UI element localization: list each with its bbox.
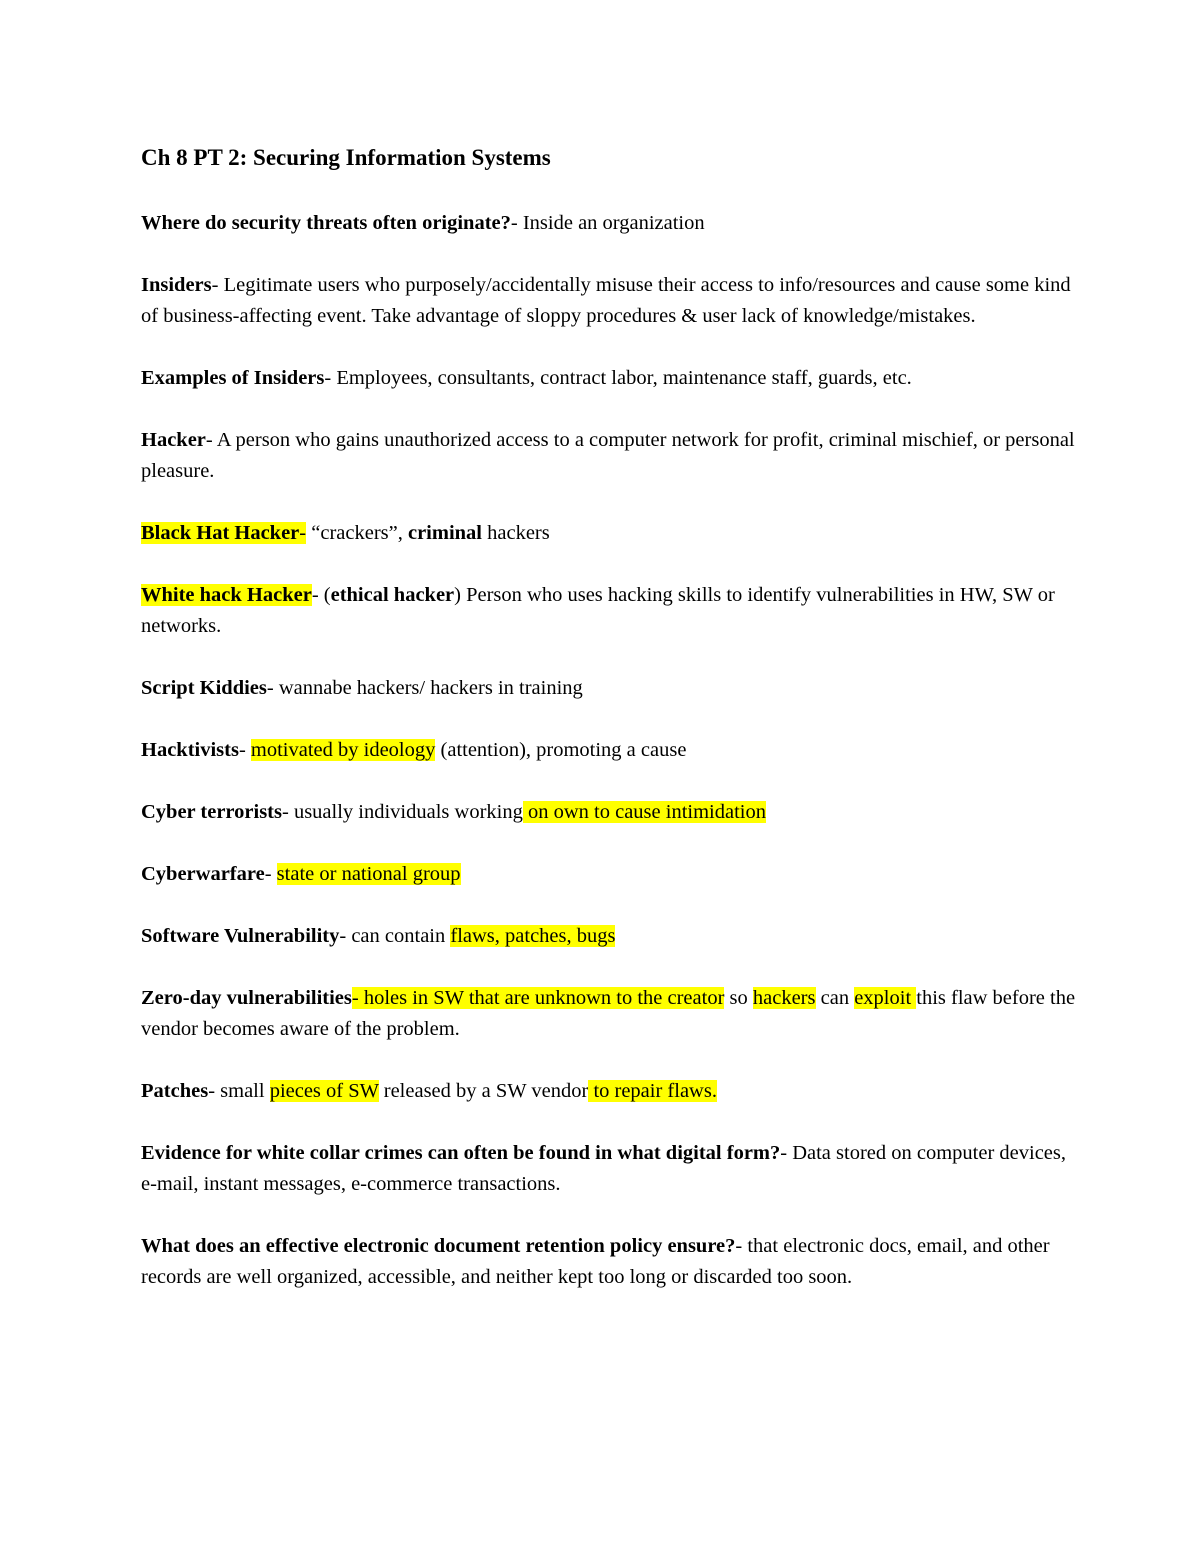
definition-text: this flaw before the vendor becomes aware of the problem.: [141, 987, 1076, 1040]
highlighted-text: exploit: [854, 987, 917, 1009]
paragraph-script-kiddies: [141, 673, 1081, 704]
term-label: Where do security threats often originate?: [141, 212, 511, 234]
paragraph-insiders: [141, 270, 1081, 332]
term-label: What does an effective electronic document retention policy ensure?: [141, 1235, 736, 1257]
term-label: White hack Hacker: [141, 584, 312, 606]
term-label: Zero-day vulnerabilities: [141, 987, 352, 1009]
definition-text: - that electronic docs, email, and other records are well organized, accessible, and neither kept too long or discarded too soon.: [141, 1235, 1050, 1288]
highlighted-text: motivated by ideology: [250, 739, 436, 761]
definition-text: released by a SW vendor: [378, 1080, 589, 1102]
term-label: Patches: [141, 1080, 209, 1102]
term-label: Script Kiddies: [141, 677, 267, 699]
page-title: Ch 8 PT 2: Securing Information Systems: [141, 145, 551, 170]
highlighted-text: to repair flaws.: [588, 1080, 717, 1102]
definition-text: - can contain: [339, 925, 451, 947]
term-label: Software Vulnerability: [141, 925, 340, 947]
definition-text: (attention), promoting a cause: [435, 739, 687, 761]
definition-text: hackers: [482, 522, 550, 544]
paragraph-hacker: [141, 425, 1081, 487]
definition-text: -: [264, 863, 277, 885]
bold-text: ethical hacker: [330, 584, 455, 606]
bold-text: criminal: [407, 522, 482, 544]
highlighted-text: flaws, patches, bugs: [450, 925, 616, 947]
definition-text: - A person who gains unauthorized access to a computer network for profit, criminal mischief, or personal pleasure.: [141, 429, 1075, 482]
definition-text: can: [815, 987, 855, 1009]
term-label: Hacktivists: [141, 739, 239, 761]
definition-text: - Inside an organization: [510, 212, 705, 234]
definition-text: “crackers”,: [306, 522, 408, 544]
document-page: [141, 140, 1081, 1324]
term-label: Evidence for white collar crimes can often be found in what digital form?: [141, 1142, 781, 1164]
paragraph-patches: [141, 1076, 1081, 1107]
paragraph-zero-day: [141, 983, 1081, 1045]
definition-text: - (: [311, 584, 331, 606]
definition-text: - small: [208, 1080, 270, 1102]
highlighted-text: - holes in SW that are unknown to the creator: [351, 987, 725, 1009]
highlighted-text: on own to cause intimidation: [522, 801, 766, 823]
highlighted-text: state or national group: [276, 863, 461, 885]
paragraph-examples-insiders: [141, 363, 1081, 394]
definition-text: - wannabe hackers/ hackers in training: [266, 677, 583, 699]
highlighted-text: pieces of SW: [269, 1080, 379, 1102]
highlighted-text: hackers: [752, 987, 816, 1009]
definition-text: - usually individuals working: [282, 801, 523, 823]
term-label: Examples of Insiders: [141, 367, 325, 389]
paragraph-cyberwarfare: [141, 859, 1081, 890]
definition-text: ) Person who uses hacking skills to identify vulnerabilities in HW, SW or networks.: [141, 584, 1055, 637]
term-label: Insiders: [141, 274, 212, 296]
term-label: Cyberwarfare: [141, 863, 265, 885]
paragraph-cyber-terrorists: [141, 797, 1081, 828]
paragraph-retention-policy: [141, 1231, 1081, 1293]
definition-text: - Employees, consultants, contract labor, maintenance staff, guards, etc.: [324, 367, 912, 389]
definition-text: -: [238, 739, 251, 761]
paragraph-white-hat: [141, 580, 1081, 642]
paragraph-white-collar-evidence: [141, 1138, 1081, 1200]
term-label: Black Hat Hacker: [141, 522, 300, 544]
definition-text: so: [724, 987, 753, 1009]
paragraph-hacktivists: [141, 735, 1081, 766]
paragraph-software-vulnerability: [141, 921, 1081, 952]
term-label: Hacker: [141, 429, 206, 451]
definition-text: - Data stored on computer devices, e-mail, instant messages, e-commerce transactions.: [141, 1142, 1067, 1195]
term-label: Cyber terrorists: [141, 801, 282, 823]
paragraph-threat-origin: [141, 208, 1081, 239]
paragraph-black-hat: [141, 518, 1081, 549]
dash-text: -: [299, 522, 307, 544]
definition-text: - Legitimate users who purposely/accidentally misuse their access to info/resources and cause some kind of business-affecting event. Take advantage of sloppy procedures & user lack of knowledge/mistakes.: [141, 274, 1071, 327]
